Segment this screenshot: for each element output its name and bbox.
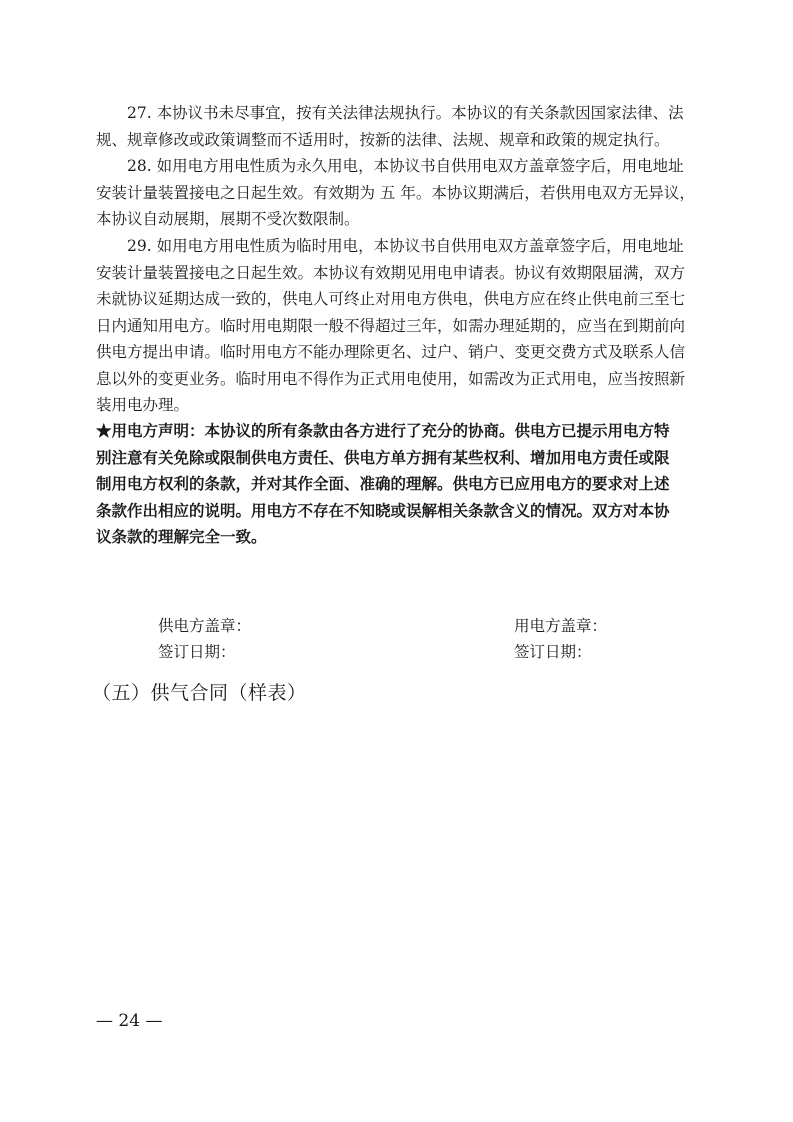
clause-28-line: 安装计量装置接电之日起生效。有效期为 五 年。本协议期满后，若供用电双方无异议， <box>96 183 695 202</box>
user-declaration <box>96 418 704 551</box>
clause-27-line: 27. 本协议书未尽事宜，按有关法律法规执行。本协议的有关条款因国家法律、法 <box>127 104 684 122</box>
clause-29-line: 息以外的变更业务。临时用电不得作为正式用电使用，如需改为正式用电，应当按照新 <box>96 369 686 388</box>
supplier-seal-label: 供电方盖章： <box>158 617 252 635</box>
clause-29-line: 装用电办理。 <box>96 396 190 414</box>
user-date-label: 签订日期： <box>514 643 592 661</box>
clause-29-line: 安装计量装置接电之日起生效。本协议有效期见用电申请表。协议有效期限届满，双方 <box>96 263 686 282</box>
clause-28-line: 本协议自动展期，展期不受次数限制。 <box>96 210 360 228</box>
clause-29-line: 未就协议延期达成一致的，供电人可终止对用电方供电，供电方应在终止供电前三至七 <box>96 290 686 308</box>
supplier-date-label: 签订日期： <box>158 643 236 661</box>
clause-27 <box>96 100 700 153</box>
clause-29-line: 日内通知用电方。临时用电期限一般不得超过三年，如需办理延期的，应当在到期前向 <box>96 316 686 335</box>
declaration-line: 别注意有关免除或限制供电方责任、供电方单方拥有某些权利、增加用电方责任或限 <box>96 447 670 467</box>
clause-28 <box>96 153 700 233</box>
declaration-line: ★用电方声明：本协议的所有条款由各方进行了充分的协商。供电方已提示用电方特 <box>96 421 670 440</box>
declaration-line: 议条款的理解完全一致。 <box>96 527 267 546</box>
clause-29-line: 供电方提出申请。临时用电方不能办理除更名、过户、销户、变更交费方式及联系人信 <box>96 343 686 361</box>
clause-29-line: 29. 如用电方用电性质为临时用电，本协议书自供用电双方盖章签字后，用电地址 <box>127 237 684 255</box>
clause-27-line: 规、规章修改或政策调整而不适用时，按新的法律、法规、规章和政策的规定执行。 <box>96 130 670 149</box>
section-heading: （五）供气合同（样表） <box>92 682 307 704</box>
declaration-line: 制用电方权利的条款，并对其作全面、准确的理解。供电方已应用电方的要求对上述 <box>96 474 670 493</box>
clause-28-line: 28. 如用电方用电性质为永久用电，本协议书自供用电双方盖章签字后，用电地址 <box>127 157 684 175</box>
user-seal-label: 用电方盖章： <box>514 617 608 635</box>
clause-29 <box>96 233 700 419</box>
page-number: — 24 — <box>96 1011 163 1031</box>
declaration-line: 条款作出相应的说明。用电方不存在不知晓或误解相关条款含义的情况。双方对本协 <box>96 500 670 520</box>
